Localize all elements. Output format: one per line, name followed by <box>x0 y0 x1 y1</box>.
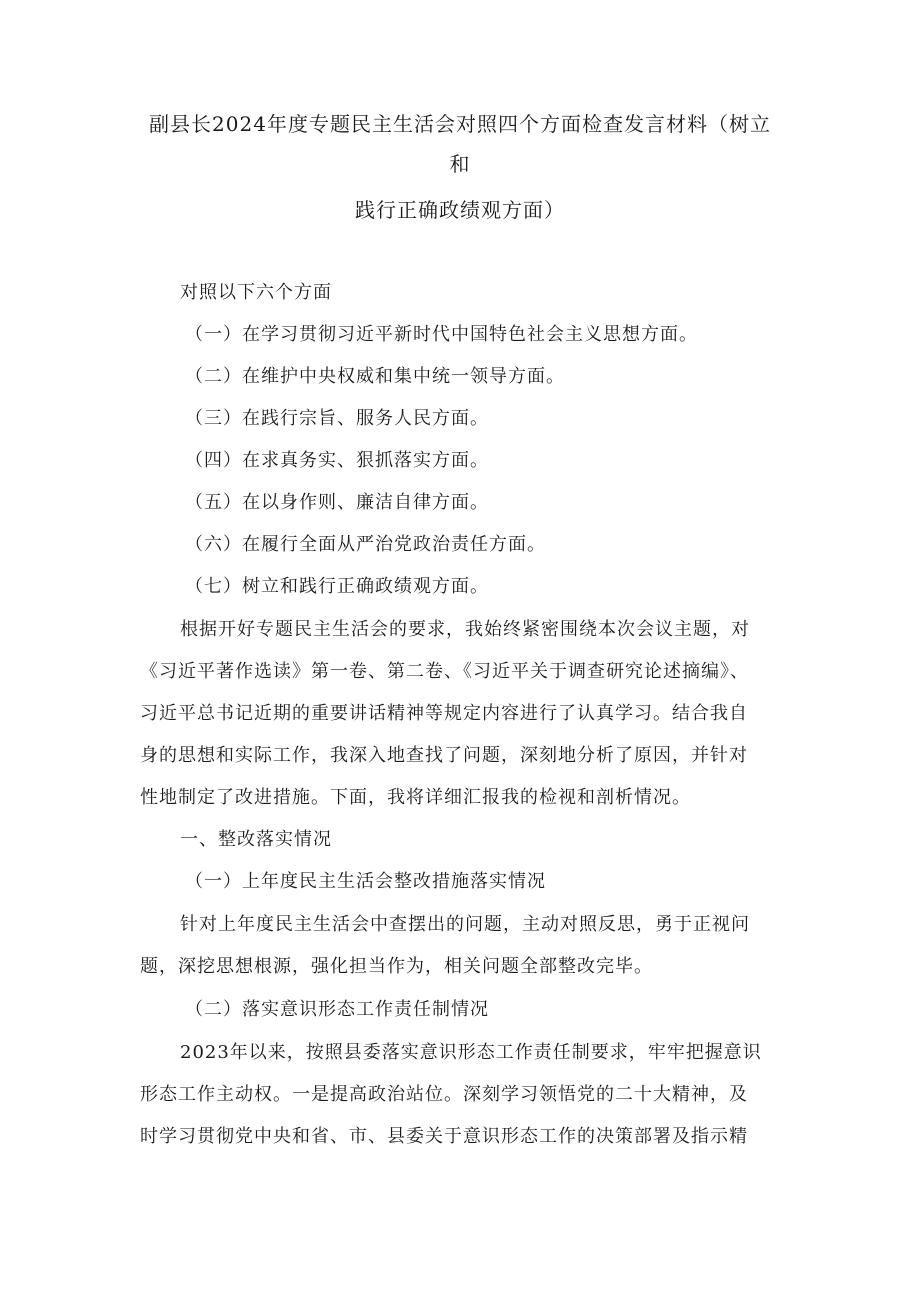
paragraph-line: 2023年以来，按照县委落实意识形态工作责任制要求，牢牢把握意识 <box>180 1042 762 1063</box>
paragraph-line: 性地制定了改进措施。下面，我将详细汇报我的检视和剖析情况。 <box>140 787 691 808</box>
paragraph-line: 《习近平著作选读》第一卷、第二卷、《习近平关于调查研究论述摘编》、 <box>140 661 749 682</box>
aspect-item: （五）在以身作则、廉洁自律方面。 <box>185 492 489 513</box>
subsection-heading: （二）落实意识形态工作责任制情况 <box>185 999 489 1020</box>
paragraph-line: 题，深挖思想根源，强化担当作为，相关问题全部整改完毕。 <box>140 956 653 977</box>
section-heading: 一、整改落实情况 <box>180 829 332 850</box>
intro-text: 对照以下六个方面 <box>180 282 332 303</box>
paragraph-line: 习近平总书记近期的重要讲话精神等规定内容进行了认真学习。结合我自 <box>140 703 748 724</box>
paragraph-line: 根据开好专题民主生活会的要求，我始终紧密围绕本次会议主题，对 <box>180 619 750 640</box>
document-title-line-2: 和 <box>449 152 471 176</box>
paragraph-line: 针对上年度民主生活会中查摆出的问题，主动对照反思，勇于正视问 <box>180 914 750 935</box>
document-title-line-1: 副县长2024年度专题民主生活会对照四个方面检查发言材料（树立 <box>149 112 771 136</box>
document-title-line-3: 践行正确政绩观方面） <box>355 198 565 222</box>
aspect-item: （六）在履行全面从严治党政治责任方面。 <box>185 534 546 555</box>
paragraph-line: 时学习贯彻党中央和省、市、县委关于意识形态工作的决策部署及指示精 <box>140 1126 748 1147</box>
aspect-item: （三）在践行宗旨、服务人民方面。 <box>185 408 489 429</box>
aspect-item: （四）在求真务实、狠抓落实方面。 <box>185 450 489 471</box>
aspect-item: （七）树立和践行正确政绩观方面。 <box>185 576 489 597</box>
aspect-item: （二）在维护中央权威和集中统一领导方面。 <box>185 366 565 387</box>
subsection-heading: （一）上年度民主生活会整改措施落实情况 <box>185 871 546 892</box>
paragraph-line: 身的思想和实际工作，我深入地查找了问题，深刻地分析了原因，并针对 <box>140 745 748 766</box>
paragraph-line: 形态工作主动权。一是提高政治站位。深刻学习领悟党的二十大精神，及 <box>140 1084 748 1105</box>
aspect-item: （一）在学习贯彻习近平新时代中国特色社会主义思想方面。 <box>185 324 698 345</box>
